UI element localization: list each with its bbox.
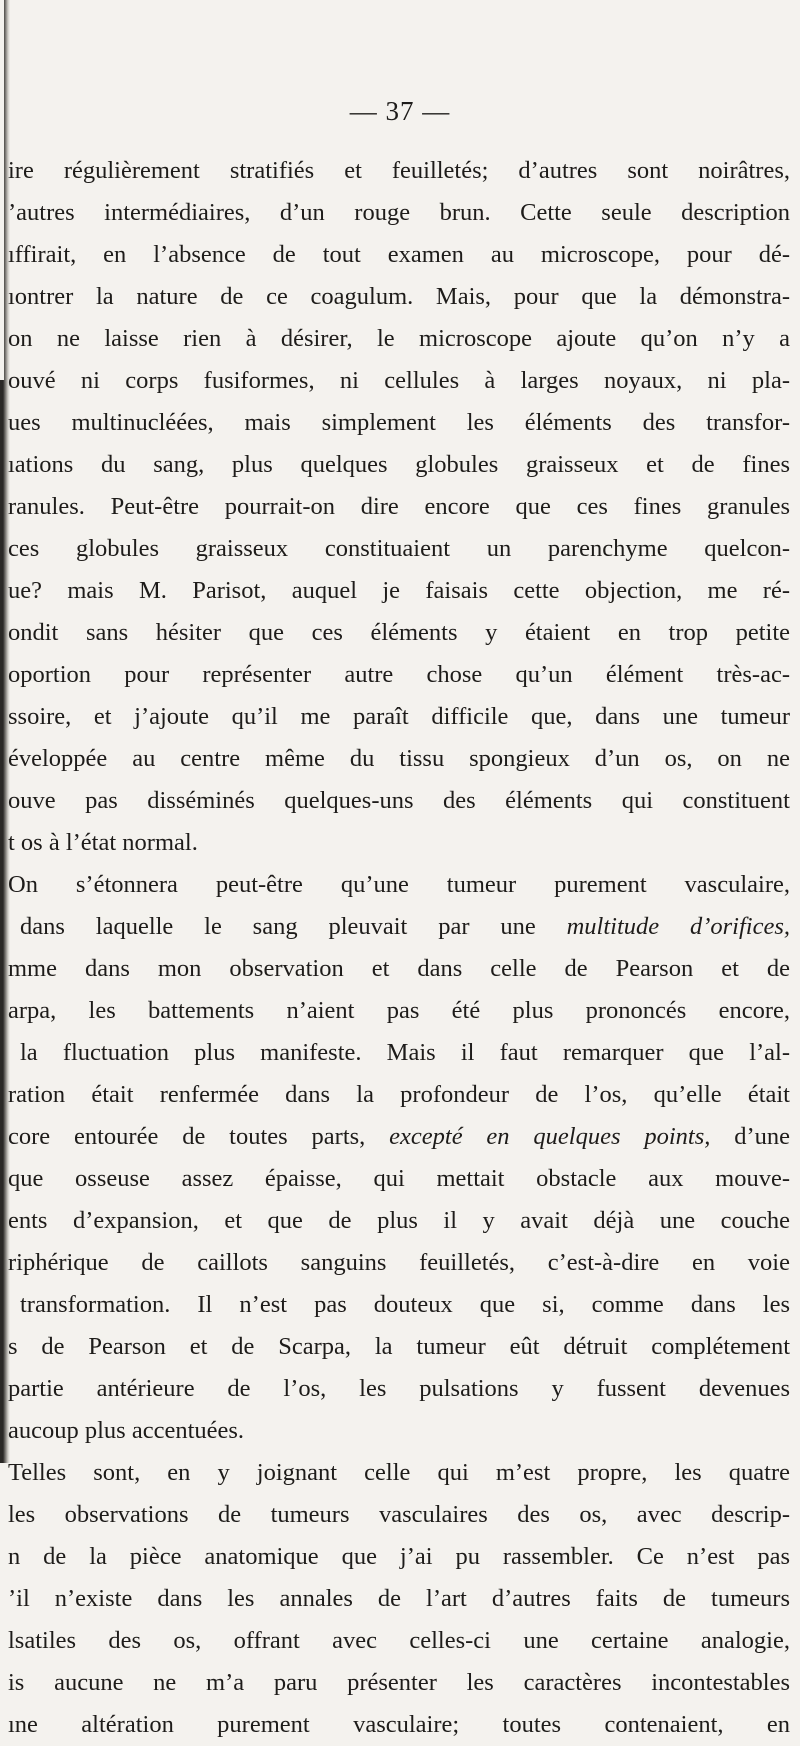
text-line: ranules. Peut-être pourrait-on dire encore que ces fines granules <box>8 493 790 520</box>
text-line: ents d’expansion, et que de plus il y avait déjà une couche <box>8 1207 790 1234</box>
text-line: is aucune ne m’a paru présenter les caractères incontestables <box>8 1669 790 1696</box>
text-line: éveloppée au centre même du tissu spongieux d’un os, on ne <box>8 745 790 772</box>
text-line: partie antérieure de l’os, les pulsations y fussent devenues <box>8 1375 790 1402</box>
italic-phrase: multitude d’orifices, <box>566 913 790 940</box>
text-line: ondit sans hésiter que ces éléments y étaient en trop petite <box>8 619 790 646</box>
text-run: d’une <box>734 1123 790 1150</box>
text-line: oportion pour représenter autre chose qu’un élément très-ac- <box>8 661 790 688</box>
text-line-with-italic <box>8 906 790 948</box>
italic-phrase: excepté en quelques points, <box>389 1123 711 1150</box>
text-line: Telles sont, en y joignant celle qui m’est propre, les quatre <box>8 1459 790 1486</box>
text-line: ıne altération purement vasculaire; toutes contenaient, en <box>8 1711 790 1738</box>
text-line: ouvé ni corps fusiformes, ni cellules à larges noyaux, ni pla- <box>8 367 790 394</box>
text-line: mme dans mon observation et dans celle de Pearson et de <box>8 955 790 982</box>
text-line: ’il n’existe dans les annales de l’art d’autres faits de tumeurs <box>8 1585 790 1612</box>
text-line: n de la pièce anatomique que j’ai pu rassembler. Ce n’est pas <box>8 1543 790 1570</box>
text-line: ıffirait, en l’absence de tout examen au microscope, pour dé- <box>8 241 790 268</box>
text-line: t os à l’état normal. <box>8 829 198 856</box>
text-run: core entourée de toutes parts, <box>8 1123 366 1150</box>
text-line: que osseuse assez épaisse, qui mettait obstacle aux mouve- <box>8 1165 790 1192</box>
text-line: ues multinucléées, mais simplement les éléments des transfor- <box>8 409 790 436</box>
text-line-with-italic <box>8 1116 790 1158</box>
text-line: ıontrer la nature de ce coagulum. Mais, pour que la démonstra- <box>8 283 790 310</box>
text-line: lsatiles des os, offrant avec celles-ci une certaine analogie, <box>8 1627 790 1654</box>
text-line: la fluctuation plus manifeste. Mais il faut remarquer que l’al- <box>20 1039 790 1066</box>
text-line: ue? mais M. Parisot, auquel je faisais cette objection, me ré- <box>8 577 790 604</box>
text-line: On s’étonnera peut-être qu’une tumeur purement vasculaire, <box>8 871 790 898</box>
text-line: ıations du sang, plus quelques globules graisseux et de fines <box>8 451 790 478</box>
text-line: transformation. Il n’est pas douteux que si, comme dans les <box>20 1291 790 1318</box>
page-number: — 37 — <box>349 96 451 126</box>
text-run: dans laquelle le sang pleuvait par une <box>20 913 536 940</box>
body-text <box>8 150 790 1746</box>
text-line: on ne laisse rien à désirer, le microscope ajoute qu’on n’y a <box>8 325 790 352</box>
text-line: s de Pearson et de Scarpa, la tumeur eût détruit complétement <box>8 1333 790 1360</box>
text-line: aucoup plus accentuées. <box>8 1417 245 1444</box>
text-line: ration était renfermée dans la profondeur de l’os, qu’elle était <box>8 1081 790 1108</box>
gutter-fade <box>0 0 4 380</box>
text-line: ssoire, et j’ajoute qu’il me paraît difficile que, dans une tumeur <box>8 703 790 730</box>
text-line: ces globules graisseux constituaient un parenchyme quelcon- <box>8 535 790 562</box>
text-line: les observations de tumeurs vasculaires des os, avec descrip- <box>8 1501 790 1528</box>
text-line: riphérique de caillots sanguins feuilletés, c’est-à-dire en voie <box>8 1249 790 1276</box>
text-line: arpa, les battements n’aient pas été plus prononcés encore, <box>8 997 790 1024</box>
text-line: ire régulièrement stratifiés et feuilletés; d’autres sont noirâtres, <box>8 157 790 184</box>
text-line: ouve pas disséminés quelques-uns des éléments qui constituent <box>8 787 790 814</box>
text-line: ’autres intermédiaires, d’un rouge brun. Cette seule description <box>8 199 790 226</box>
